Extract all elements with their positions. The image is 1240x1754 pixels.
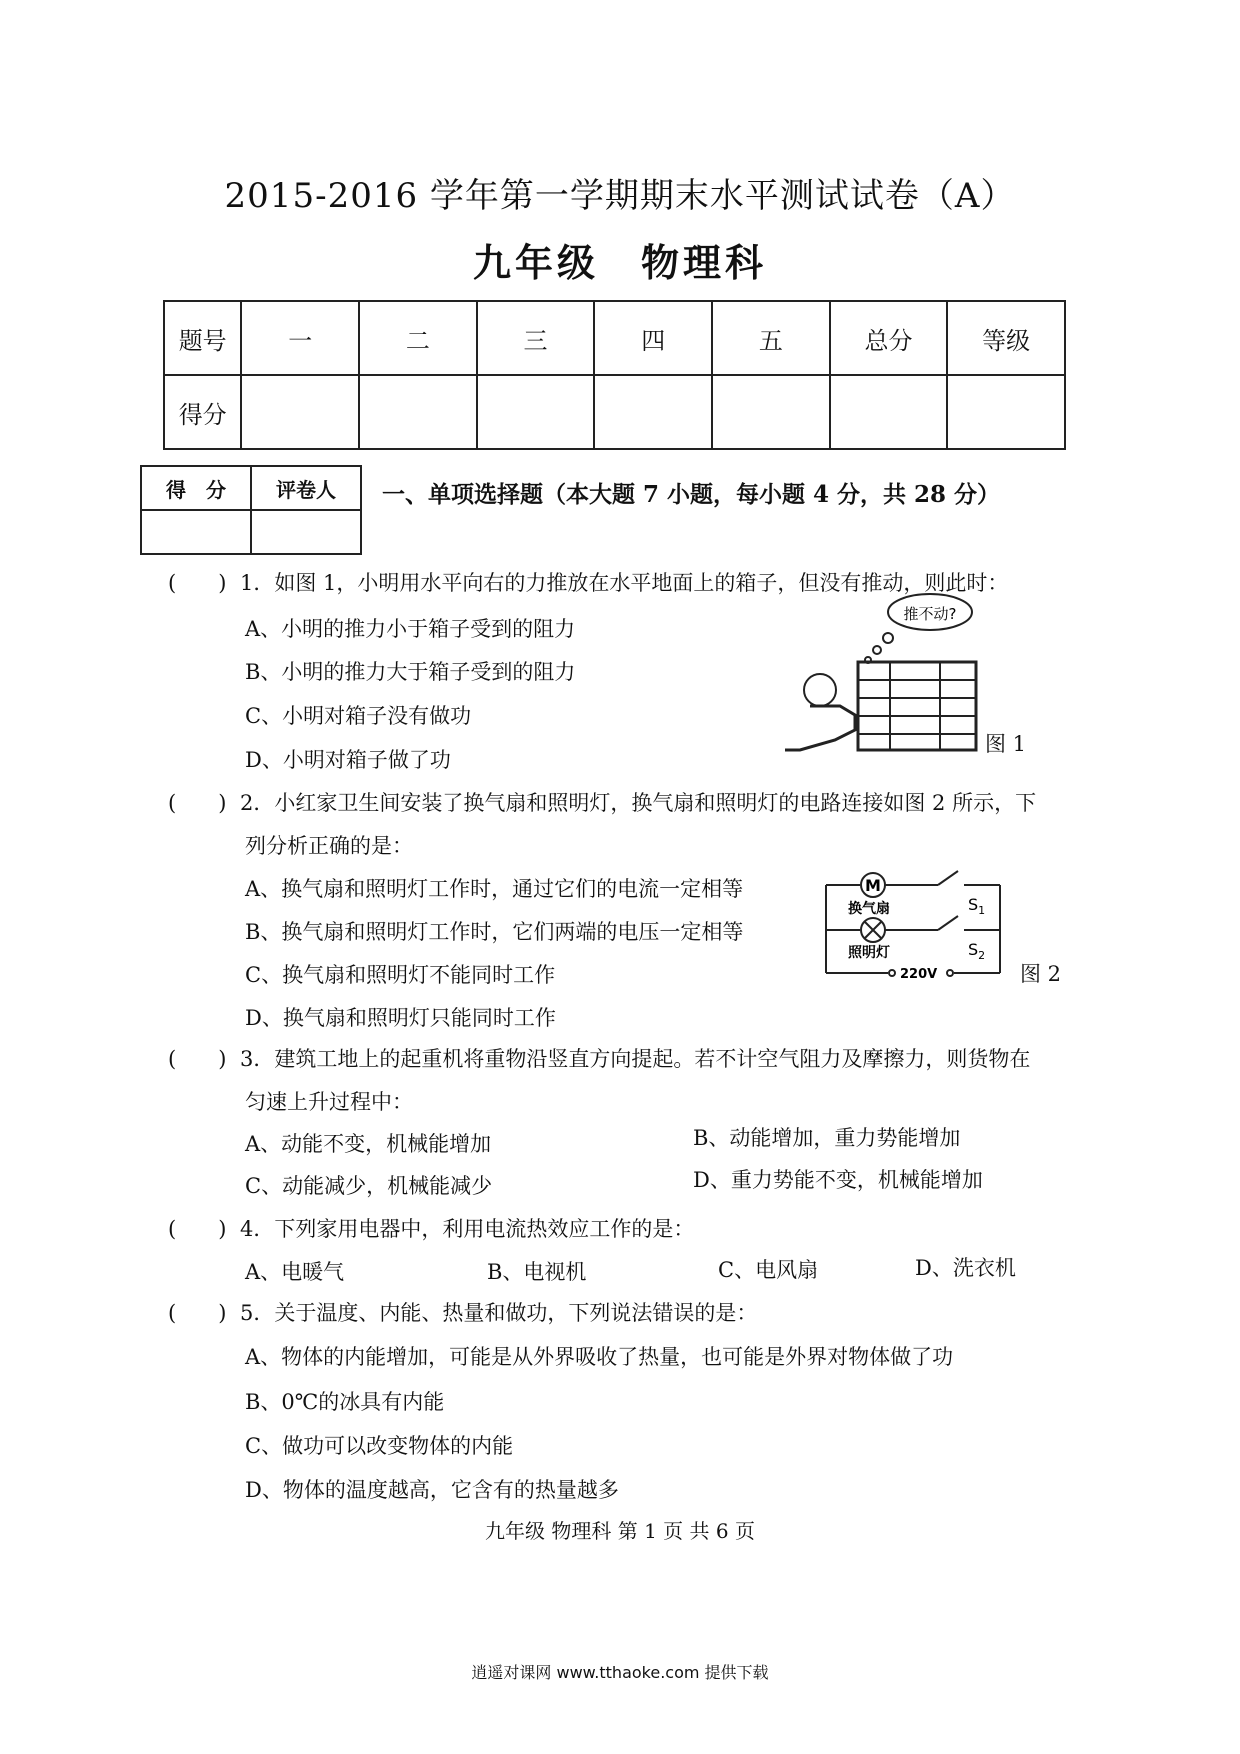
- grader-table: [140, 465, 362, 555]
- q1-option-b: B、小明的推力大于箱子受到的阻力: [245, 660, 576, 684]
- score-cell-grade: 等级: [947, 301, 1065, 375]
- question-2-text: 2．小红家卫生间安装了换气扇和照明灯，换气扇和照明灯的电路连接如图 2 所示，下: [240, 791, 1037, 815]
- score-input-q1[interactable]: [241, 375, 359, 449]
- score-cell-q4: 四: [594, 301, 712, 375]
- score-cell-q3: 三: [477, 301, 595, 375]
- voltage-label: 220V: [900, 967, 938, 982]
- switch-s1-icon: [938, 871, 958, 885]
- q4-option-c: C、电风扇: [718, 1258, 819, 1282]
- score-cell-total: 总分: [830, 301, 948, 375]
- boy-head-icon: [804, 674, 836, 706]
- q5-option-b: B、0℃的冰具有内能: [245, 1390, 445, 1414]
- page-footer: 九年级 物理科 第 1 页 共 6 页: [485, 1519, 755, 1543]
- exam-title: 2015-2016 学年第一学期期末水平测试试卷（A）: [224, 176, 1016, 216]
- score-input-q4[interactable]: [594, 375, 712, 449]
- score-cell-q1: 一: [241, 301, 359, 375]
- q3-option-d: D、重力势能不变，机械能增加: [693, 1168, 983, 1192]
- score-table-header-row: [164, 301, 1065, 375]
- q2-option-c: C、换气扇和照明灯不能同时工作: [245, 963, 556, 987]
- q1-option-c: C、小明对箱子没有做功: [245, 704, 472, 728]
- q2-option-d: D、换气扇和照明灯只能同时工作: [245, 1006, 556, 1030]
- score-input-q3[interactable]: [477, 375, 595, 449]
- q3-option-b: B、动能增加，重力势能增加: [693, 1126, 961, 1150]
- figure-1-label: 图 1: [985, 732, 1027, 756]
- score-cell-q5: 五: [712, 301, 830, 375]
- q1-option-a: A、小明的推力小于箱子受到的阻力: [245, 617, 576, 641]
- q5-option-d: D、物体的温度越高，它含有的热量越多: [245, 1478, 619, 1502]
- switch-s1-label: $S_1$: [968, 895, 986, 917]
- q1-option-d: D、小明对箱子做了功: [245, 748, 451, 772]
- score-cell-q2: 二: [359, 301, 477, 375]
- grader-name-input[interactable]: [251, 510, 361, 554]
- answer-blank-q4[interactable]: ( ): [168, 1217, 227, 1241]
- answer-blank-q3[interactable]: ( ): [168, 1047, 227, 1071]
- score-input-q5[interactable]: [712, 375, 830, 449]
- score-row-label: 得分: [164, 375, 241, 449]
- question-2-text-cont: 列分析正确的是：: [245, 834, 413, 858]
- grader-name-label: 评卷人: [251, 466, 361, 510]
- switch-s2-label: $S_2$: [968, 940, 986, 962]
- q5-option-a: A、物体的内能增加，可能是从外界吸收了热量，也可能是外界对物体做了功: [245, 1345, 954, 1369]
- motor-label: M: [865, 876, 881, 895]
- question-5-text: 5．关于温度、内能、热量和做功，下列说法错误的是：: [240, 1301, 758, 1325]
- answer-blank-q5[interactable]: ( ): [168, 1301, 227, 1325]
- q3-option-c: C、动能减少，机械能减少: [245, 1174, 493, 1198]
- q2-option-b: B、换气扇和照明灯工作时，它们两端的电压一定相等: [245, 920, 744, 944]
- section-heading: 一、单项选择题（本大题 7 小题，每小题 4 分，共 28 分）: [382, 481, 1001, 508]
- fan-label: 换气扇: [848, 901, 890, 917]
- question-1-text: 1．如图 1，小明用水平向右的力推放在水平地面上的箱子，但没有推动，则此时：: [240, 571, 1009, 595]
- q2-option-a: A、换气扇和照明灯工作时，通过它们的电流一定相等: [245, 877, 744, 901]
- exam-subtitle: 九年级 物理科: [472, 240, 767, 285]
- grader-score-label: 得 分: [141, 466, 251, 510]
- answer-blank-q2[interactable]: ( ): [168, 791, 227, 815]
- score-input-total[interactable]: [830, 375, 948, 449]
- question-3-text: 3．建筑工地上的起重机将重物沿竖直方向提起。若不计空气阻力及摩擦力，则货物在: [240, 1047, 1031, 1071]
- switch-s2-icon: [938, 916, 958, 930]
- question-3-text-cont: 匀速上升过程中：: [245, 1090, 413, 1114]
- watermark-text: 逍遥对课网 www.tthaoke.com 提供下载: [471, 1663, 769, 1682]
- q4-option-b: B、电视机: [487, 1260, 587, 1284]
- q5-option-c: C、做功可以改变物体的内能: [245, 1434, 514, 1458]
- figure-2-circuit: [818, 855, 1008, 985]
- score-input-grade[interactable]: [947, 375, 1065, 449]
- q4-option-d: D、洗衣机: [915, 1256, 1016, 1280]
- q4-option-a: A、电暖气: [245, 1260, 345, 1284]
- figure-2-label: 图 2: [1020, 962, 1062, 986]
- score-table: [163, 300, 1066, 450]
- grader-score-input[interactable]: [141, 510, 251, 554]
- crate-icon: [858, 662, 976, 750]
- score-cell-label: 题号: [164, 301, 241, 375]
- score-input-q2[interactable]: [359, 375, 477, 449]
- q3-option-a: A、动能不变，机械能增加: [245, 1132, 492, 1156]
- thought-bubble-text: 推不动?: [903, 605, 957, 623]
- figure-1-box-push: [780, 590, 1000, 760]
- lamp-label: 照明灯: [848, 945, 890, 961]
- question-4-text: 4．下列家用电器中，利用电流热效应工作的是：: [240, 1217, 695, 1241]
- score-table-score-row: [164, 375, 1065, 449]
- answer-blank-q1[interactable]: ( ): [168, 571, 227, 595]
